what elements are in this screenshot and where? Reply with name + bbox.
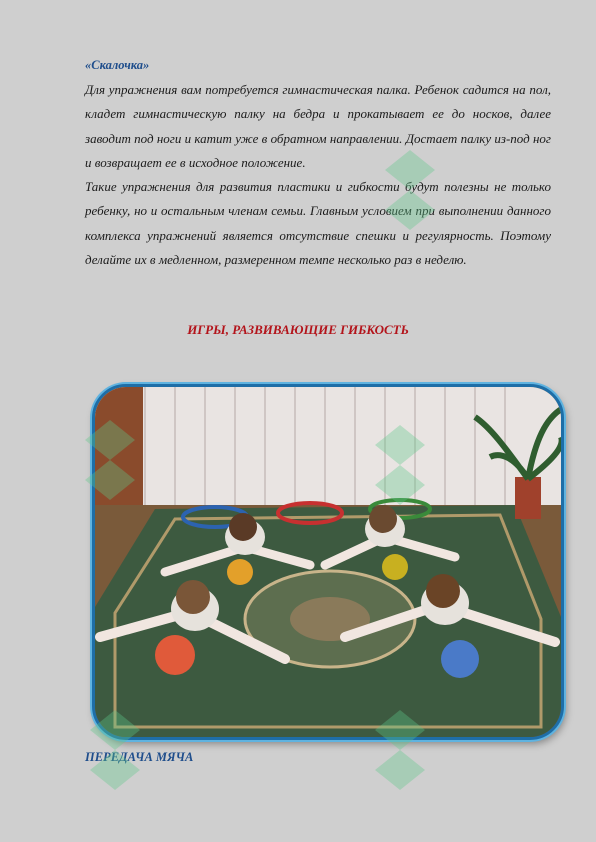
children-stretching-photo [92, 384, 564, 740]
exercise-note: Такие упражнения для развития пластики и гибкости будут полезны не только ребенку, но и остальным членам семьи. Главным условием при выполнении данного комплекса упражнений является отсутствие спешки и регулярность. Поэтому делайте их в медленном, размеренном темпе несколько раз в неделю. [85, 179, 551, 267]
section-heading-ball-passing: ПЕРЕДАЧА МЯЧА [85, 750, 194, 764]
section-heading-flexibility-games: ИГРЫ, РАЗВИВАЮЩИЕ ГИБКОСТЬ [187, 322, 409, 337]
photo-illustration [95, 387, 561, 737]
exercise-title: «Скалочка» [85, 58, 150, 72]
exercise-description: Для упражнения вам потребуется гимнастическая палка. Ребенок садится на пол, кладет гимнастическую палку на бедра и прокатывает ее до носков, далее заводит под ноги и катит уже в обратном направлении. Достает палку из-под ног и возвращает ее в исходное положение. [85, 82, 551, 170]
